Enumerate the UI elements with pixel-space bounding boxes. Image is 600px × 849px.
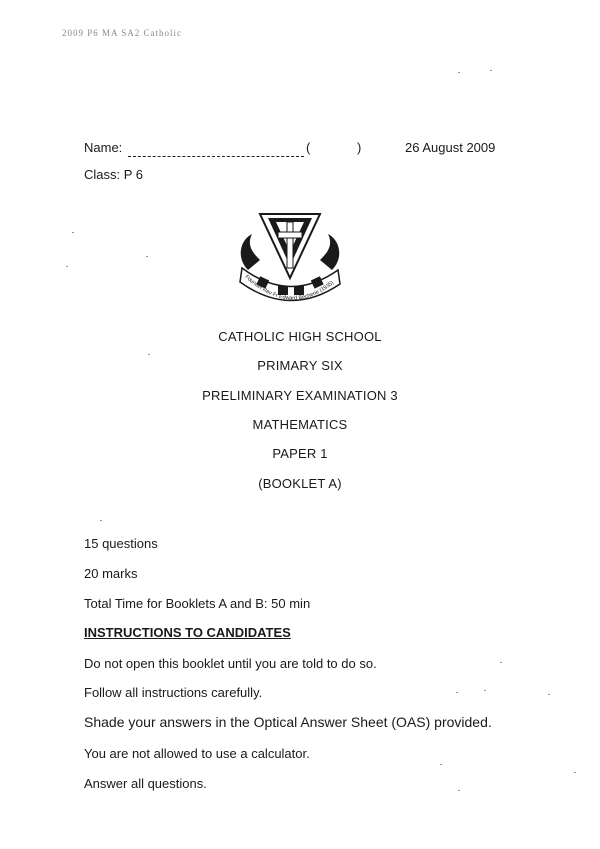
school-crest-icon: [230, 208, 350, 318]
scan-speck: [574, 772, 576, 773]
subject-title: MATHEMATICS: [252, 417, 348, 432]
class-label: Class: P 6: [84, 167, 144, 182]
total-marks: 20 marks: [84, 566, 138, 581]
scan-speck: [148, 354, 150, 355]
document-code: 2009 P6 MA SA2 Catholic: [62, 28, 183, 38]
instruction-item: You are not allowed to use a calculator.: [84, 746, 310, 761]
instruction-item: Do not open this booklet until you are told to do so.: [84, 656, 377, 671]
instruction-item: Shade your answers in the Optical Answer Sheet (OAS) provided.: [84, 714, 492, 730]
register-number-close: ): [357, 140, 362, 155]
scan-speck: [458, 790, 460, 791]
school-name: CATHOLIC HIGH SCHOOL: [218, 329, 382, 344]
exam-date: 26 August 2009: [405, 140, 496, 155]
scan-speck: [458, 72, 460, 73]
instructions-heading: INSTRUCTIONS TO CANDIDATES: [84, 625, 291, 640]
question-count: 15 questions: [84, 536, 158, 551]
name-blank: [128, 140, 304, 157]
paper-title: PAPER 1: [272, 446, 328, 461]
scan-speck: [72, 232, 74, 233]
scan-speck: [146, 256, 148, 257]
scan-speck: [500, 662, 502, 663]
instruction-item: Answer all questions.: [84, 776, 207, 791]
scan-speck: [456, 692, 458, 693]
booklet-title: (BOOKLET A): [258, 476, 342, 491]
scan-speck: [440, 764, 442, 765]
name-label: Name:: [84, 140, 123, 155]
exam-title: PRELIMINARY EXAMINATION 3: [202, 388, 398, 403]
scan-speck: [490, 70, 492, 71]
level-title: PRIMARY SIX: [257, 358, 343, 373]
instruction-item: Follow all instructions carefully.: [84, 685, 263, 700]
total-time: Total Time for Booklets A and B: 50 min: [84, 596, 311, 611]
crest-motto: Founder Rev Fr Edward Becherie (1935): [243, 274, 336, 302]
scan-speck: [66, 266, 68, 267]
scan-speck: [548, 694, 550, 695]
scan-speck: [100, 520, 102, 521]
scan-speck: [484, 690, 486, 691]
register-number-open: (: [306, 140, 311, 155]
